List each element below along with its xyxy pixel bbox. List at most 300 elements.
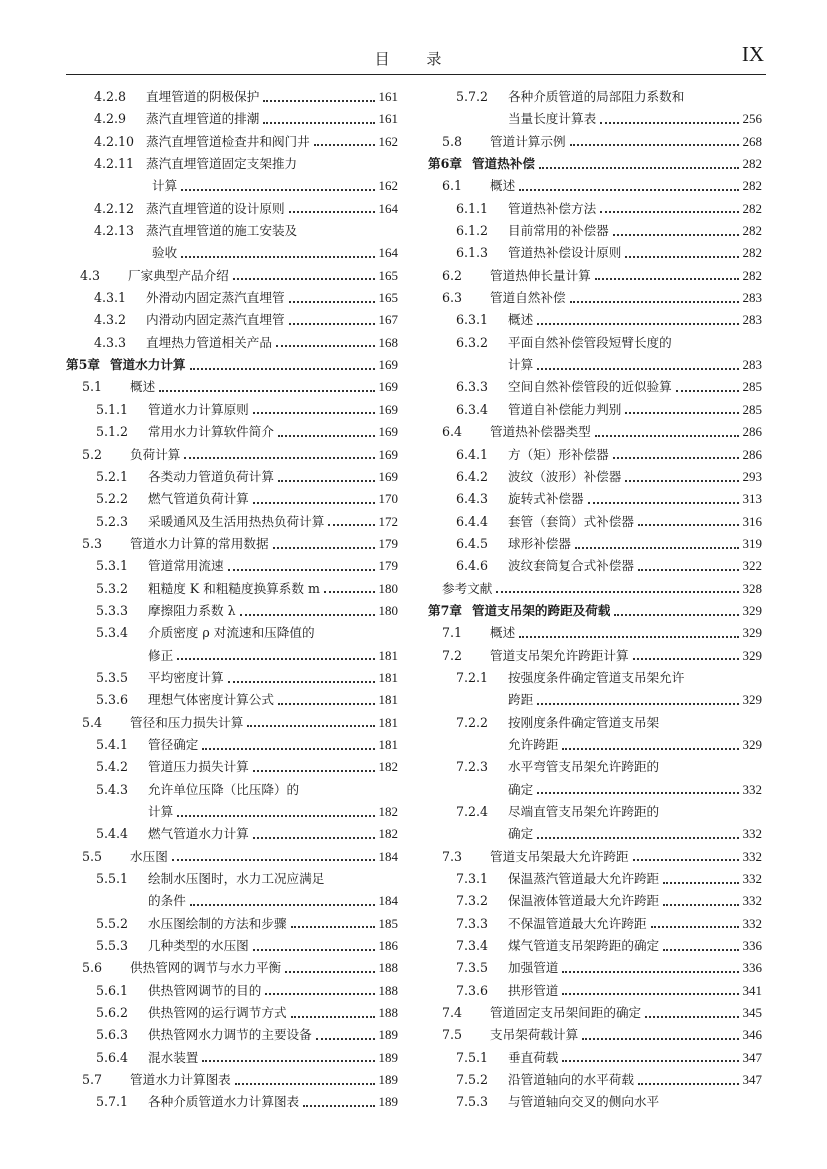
toc-entry-number: 5.3.1	[96, 558, 129, 574]
dot-leader	[263, 121, 374, 124]
dot-leader	[570, 143, 739, 146]
dot-leader	[638, 568, 739, 571]
toc-entry	[428, 354, 762, 376]
toc-entry	[66, 488, 398, 510]
dot-leader	[537, 367, 738, 370]
toc-entry	[428, 265, 762, 287]
dot-leader	[613, 456, 739, 459]
toc-entry	[428, 488, 762, 510]
toc-entry	[428, 868, 762, 890]
toc-entry-page: 329	[742, 692, 762, 708]
toc-entry-number: 7.3.3	[456, 915, 489, 931]
toc-entry-title: 供热管网调节的目的	[148, 982, 262, 998]
toc-entry-number: 5.3.5	[96, 669, 129, 685]
toc-entry-title: 混水装置	[148, 1049, 199, 1065]
toc-entry-number: 7.5.1	[456, 1049, 489, 1065]
toc-entry-page: 181	[378, 669, 398, 685]
toc-entry	[66, 287, 398, 309]
toc-entry	[66, 153, 398, 175]
toc-entry-number: 5.7.2	[456, 89, 489, 104]
toc-entry-page: 332	[742, 848, 762, 864]
dot-leader	[314, 143, 375, 146]
toc-entry-page: 329	[742, 647, 762, 663]
toc-entry-number: 4.3.1	[94, 290, 127, 306]
toc-entry-page: 184	[378, 848, 398, 864]
toc-entry-title: 管道压力损失计算	[148, 759, 249, 775]
toc-entry-title: 管道水力计算图表	[130, 1072, 231, 1088]
toc-entry-page: 316	[742, 513, 762, 529]
toc-entry-number: 7.2.4	[456, 804, 489, 819]
toc-entry	[66, 242, 398, 264]
toc-entry-page: 256	[742, 111, 762, 127]
dot-leader	[276, 344, 375, 347]
dot-leader	[570, 300, 739, 303]
toc-entry-number: 7.3.6	[456, 982, 489, 998]
toc-entry	[66, 935, 398, 957]
dot-leader	[289, 322, 375, 325]
toc-entry-page: 165	[378, 267, 398, 283]
toc-entry-title: 水压图绘制的方法和步骤	[148, 915, 287, 931]
toc-entry	[66, 265, 398, 287]
toc-entry	[428, 846, 762, 868]
toc-entry	[66, 756, 398, 778]
dot-leader	[202, 747, 374, 750]
toc-entry-number: 第5章	[66, 357, 100, 373]
toc-entry-number: 4.2.13	[94, 223, 135, 239]
toc-entry-number: 6.3.2	[456, 334, 489, 350]
toc-entry-title: 管道热伸长量计算	[490, 267, 591, 283]
toc-entry-page: 285	[742, 401, 762, 417]
toc-entry-title: 套管（套筒）式补偿器	[508, 513, 634, 529]
dot-leader	[600, 121, 738, 124]
page-title: 目 录	[374, 50, 458, 68]
toc-entry	[428, 756, 762, 778]
toc-entry-page: 169	[378, 424, 398, 440]
toc-entry-title: 介质密度 ρ 对流速和压降值的	[148, 625, 315, 641]
dot-leader	[562, 1059, 738, 1062]
toc-entry	[428, 667, 762, 689]
toc-entry-number: 6.4.1	[456, 446, 489, 462]
toc-entry-number: 5.3	[82, 535, 103, 551]
toc-entry-page: 188	[378, 982, 398, 998]
dot-leader	[663, 881, 738, 884]
toc-entry-page: 184	[378, 893, 398, 909]
toc-entry-number: 4.3	[80, 267, 101, 283]
toc-entry-page: 189	[378, 1072, 398, 1088]
toc-entry-number: 7.3	[442, 848, 463, 864]
toc-entry-page: 328	[742, 580, 762, 596]
toc-entry-page: 170	[378, 491, 398, 507]
toc-entry-page: 189	[378, 1094, 398, 1110]
page-header	[66, 38, 766, 75]
toc-entry-title: 平均密度计算	[148, 669, 224, 685]
toc-entry-title: 尽端直管支吊架允许跨距的	[508, 804, 660, 819]
toc-entry-page: 182	[378, 804, 398, 819]
toc-entry-title: 目前常用的补偿器	[508, 223, 609, 239]
toc-entry-title: 内滑动内固定蒸汽直埋管	[146, 312, 285, 328]
toc-entry-title: 各种介质管道水力计算图表	[148, 1094, 300, 1110]
toc-entry-page: 181	[378, 714, 398, 730]
toc-entry-number: 5.4.3	[96, 781, 129, 797]
dot-leader	[625, 411, 738, 414]
dot-leader	[539, 166, 739, 169]
toc-entry-page: 282	[742, 200, 762, 216]
dot-leader	[613, 233, 739, 236]
toc-entry	[66, 779, 398, 801]
toc-entry-title: 蒸汽直埋管道的排潮	[146, 111, 260, 127]
toc-entry-number: 第6章	[428, 156, 462, 172]
toc-entry-number: 7.3.1	[456, 871, 489, 887]
toc-entry-title: 水压图	[130, 848, 168, 864]
toc-entry-number: 7.3.5	[456, 960, 489, 976]
dot-leader	[324, 590, 375, 593]
toc-entry-title: 平面自然补偿管段短臂长度的	[508, 334, 672, 350]
toc-entry	[66, 868, 398, 890]
toc-entry	[428, 555, 762, 577]
dot-leader	[582, 1037, 738, 1040]
dot-leader	[285, 970, 374, 973]
toc-entry-number: 6.3.1	[456, 312, 489, 328]
toc-entry-page: 164	[378, 200, 398, 216]
toc-entry-page: 186	[378, 938, 398, 954]
dot-leader	[181, 255, 374, 258]
toc-entry	[428, 533, 762, 555]
toc-entry	[66, 578, 398, 600]
toc-entry	[66, 823, 398, 845]
toc-entry-page: 161	[378, 89, 398, 104]
toc-entry-page: 332	[742, 871, 762, 887]
toc-entry-number: 5.2.3	[96, 513, 129, 529]
toc-entry-number: 7.2	[442, 647, 463, 663]
dot-leader	[328, 523, 374, 526]
toc-entry-number: 5.6.2	[96, 1005, 129, 1021]
toc-entry	[66, 957, 398, 979]
toc-entry	[66, 555, 398, 577]
toc-entry-title: 拱形管道	[508, 982, 559, 998]
toc-entry-title: 确定	[508, 781, 534, 797]
toc-entry	[66, 1069, 398, 1091]
dot-leader	[633, 657, 739, 660]
toc-entry-page: 283	[742, 312, 762, 328]
toc-entry-number: 5.4.1	[96, 736, 129, 752]
toc-entry-number: 6.4.6	[456, 558, 489, 574]
toc-entry-page: 282	[742, 178, 762, 194]
toc-entry-page: 329	[742, 736, 762, 752]
dot-leader	[537, 702, 738, 705]
toc-entry	[428, 779, 762, 801]
toc-entry-title: 跨距	[508, 692, 534, 708]
toc-entry-title: 概述	[508, 312, 534, 328]
toc-entry-number: 6.4.3	[456, 491, 489, 507]
toc-entry	[66, 511, 398, 533]
dot-leader	[159, 389, 374, 392]
toc-entry-number: 5.3.3	[96, 602, 129, 618]
dot-leader	[519, 635, 738, 638]
toc-entry-page: 167	[378, 312, 398, 328]
toc-entry-title: 几种类型的水压图	[148, 938, 249, 954]
toc-entry	[428, 689, 762, 711]
toc-entry	[66, 600, 398, 622]
toc-entry-number: 5.6.3	[96, 1027, 129, 1043]
toc-entry-number: 5.1.1	[96, 401, 129, 417]
toc-entry-page: 185	[378, 915, 398, 931]
toc-entry-title: 保温蒸汽管道最大允许跨距	[508, 871, 660, 887]
dot-leader	[291, 1015, 375, 1018]
toc-entry-number: 4.3.2	[94, 312, 127, 328]
toc-entry-page: 329	[742, 602, 762, 618]
toc-entry	[428, 801, 762, 823]
toc-entry	[66, 220, 398, 242]
toc-entry-title: 与管道轴向交叉的侧向水平	[508, 1094, 660, 1110]
toc-entry-page: 322	[742, 558, 762, 574]
toc-entry-page: 282	[742, 223, 762, 239]
toc-entry-page: 313	[742, 491, 762, 507]
dot-leader	[537, 836, 738, 839]
toc-entry-number: 5.1.2	[96, 424, 129, 440]
toc-entry	[66, 712, 398, 734]
toc-entry-number: 4.2.10	[94, 133, 135, 149]
toc-entry-page: 332	[742, 781, 762, 797]
toc-entry-title: 外滑动内固定蒸汽直埋管	[146, 290, 285, 306]
toc-entry-title: 管道自然补偿	[490, 290, 566, 306]
toc-entry-page: 169	[378, 357, 398, 373]
toc-entry-title: 蒸汽直埋管道的施工安装及	[146, 223, 298, 239]
toc-entry-page: 345	[742, 1005, 762, 1021]
toc-entry-title: 球形补偿器	[508, 535, 571, 551]
toc-entry-page: 169	[378, 446, 398, 462]
toc-entry	[428, 309, 762, 331]
toc-entry-title: 的条件	[148, 893, 186, 909]
toc-entry-page: 162	[378, 178, 398, 194]
dot-leader	[595, 434, 739, 437]
toc-entry	[428, 376, 762, 398]
toc-entry	[428, 913, 762, 935]
toc-entry-number: 6.4.2	[456, 468, 489, 484]
dot-leader	[278, 702, 375, 705]
toc-entry-page: 188	[378, 1005, 398, 1021]
toc-entry	[66, 175, 398, 197]
toc-entry	[428, 153, 762, 175]
dot-leader	[663, 948, 738, 951]
toc-entry	[66, 1091, 398, 1113]
toc-entry-title: 管道支吊架允许跨距计算	[490, 647, 629, 663]
toc-entry-page: 336	[742, 960, 762, 976]
dot-leader	[676, 389, 739, 392]
toc-entry-title: 计算	[508, 357, 534, 373]
toc-entry	[428, 890, 762, 912]
toc-entry	[428, 242, 762, 264]
dot-leader	[273, 546, 375, 549]
toc-entry-page: 268	[742, 133, 762, 149]
dot-leader	[537, 322, 738, 325]
toc-entry	[66, 332, 398, 354]
dot-leader	[289, 300, 375, 303]
toc-entry-title: 加强管道	[508, 960, 559, 976]
toc-entry-title: 计算	[152, 178, 178, 194]
toc-entry-title: 当量长度计算表	[508, 111, 597, 127]
toc-entry-title: 管道热补偿器类型	[490, 424, 591, 440]
toc-entry-title: 不保温管道最大允许跨距	[508, 915, 647, 931]
toc-entry	[66, 533, 398, 555]
toc-entry-page: 283	[742, 357, 762, 373]
toc-entry	[66, 734, 398, 756]
toc-entry-page: 347	[742, 1049, 762, 1065]
toc-entry	[428, 578, 762, 600]
toc-entry-title: 直埋热力管道相关产品	[146, 334, 272, 350]
toc-entry-page: 181	[378, 647, 398, 663]
toc-entry	[66, 376, 398, 398]
toc-entry-title: 供热管网的运行调节方式	[148, 1005, 287, 1021]
toc-entry-number: 4.2.12	[94, 200, 135, 216]
toc-entry	[66, 980, 398, 1002]
toc-entry	[66, 667, 398, 689]
dot-leader	[519, 188, 738, 191]
dot-leader	[235, 1082, 375, 1085]
dot-leader	[537, 791, 738, 794]
toc-entry-page: 165	[378, 290, 398, 306]
dot-leader	[588, 501, 739, 504]
toc-entry-page: 169	[378, 401, 398, 417]
dot-leader	[638, 1082, 739, 1085]
toc-entry-title: 管径和压力损失计算	[130, 714, 244, 730]
toc-entry-title: 各种介质管道的局部阻力系数和	[508, 89, 685, 104]
toc-entry-title: 空间自然补偿管段的近似验算	[508, 379, 672, 395]
toc-entry-number: 4.2.9	[94, 111, 127, 127]
toc-entry	[66, 399, 398, 421]
dot-leader	[263, 99, 374, 102]
toc-entry	[428, 600, 762, 622]
toc-entry-title: 计算	[148, 804, 174, 819]
toc-entry-title: 波纹套筒复合式补偿器	[508, 558, 634, 574]
toc-entry-title: 确定	[508, 826, 534, 842]
toc-entry	[428, 131, 762, 153]
toc-entry	[66, 444, 398, 466]
toc-entry	[66, 846, 398, 868]
toc-entry-number: 7.1	[442, 625, 463, 641]
toc-entry-title: 粗糙度 K 和粗糙度换算系数 m	[148, 580, 320, 596]
toc-entry	[66, 1047, 398, 1069]
dot-leader	[625, 255, 738, 258]
toc-entry-page: 286	[742, 424, 762, 440]
toc-entry-number: 7.5.3	[456, 1094, 489, 1110]
toc-entry-title: 采暖通风及生活用热热负荷计算	[148, 513, 325, 529]
toc-entry-title: 蒸汽直埋管道检查井和阀门井	[146, 133, 310, 149]
toc-entry-title: 燃气管道水力计算	[148, 826, 249, 842]
toc-entry	[66, 466, 398, 488]
toc-entry-number: 5.7.1	[96, 1094, 129, 1110]
dot-leader	[575, 546, 739, 549]
toc-entry-number: 5.3.2	[96, 580, 129, 596]
toc-entry-page: 293	[742, 468, 762, 484]
dot-leader	[562, 970, 738, 973]
toc-entry	[428, 175, 762, 197]
dot-leader	[228, 568, 375, 571]
toc-entry-number: 5.8	[442, 133, 463, 149]
toc-entry-number: 6.1.1	[456, 200, 489, 216]
dot-leader	[316, 1037, 375, 1040]
toc-entry	[428, 444, 762, 466]
dot-leader	[190, 903, 375, 906]
toc-entry-number: 5.5.2	[96, 915, 129, 931]
dot-leader	[247, 724, 374, 727]
toc-entry-title: 绘制水压图时，水力工况应满足	[148, 871, 325, 887]
dot-leader	[184, 456, 374, 459]
toc-entry-number: 6.2	[442, 267, 463, 283]
toc-entry	[428, 399, 762, 421]
dot-leader	[190, 367, 375, 370]
toc-entry-number: 5.1	[82, 379, 103, 395]
toc-entry	[428, 1047, 762, 1069]
toc-entry-title: 常用水力计算软件简介	[148, 424, 274, 440]
dot-leader	[562, 992, 738, 995]
toc-entry	[428, 220, 762, 242]
toc-entry-title: 蒸汽直埋管道的设计原则	[146, 200, 285, 216]
dot-leader	[614, 613, 738, 616]
toc-entry	[66, 1002, 398, 1024]
toc-entry-page: 180	[378, 602, 398, 618]
toc-entry-page: 181	[378, 692, 398, 708]
toc-entry-number: 6.4.4	[456, 513, 489, 529]
toc-entry-number: 5.4	[82, 714, 103, 730]
toc-entry-title: 旋转式补偿器	[508, 491, 584, 507]
toc-entry-page: 283	[742, 290, 762, 306]
toc-entry	[428, 287, 762, 309]
toc-entry-number: 5.6.1	[96, 982, 129, 998]
toc-entry	[428, 466, 762, 488]
toc-entry	[428, 823, 762, 845]
toc-entry	[428, 1091, 762, 1113]
toc-entry-page: 332	[742, 915, 762, 931]
dot-leader	[638, 523, 739, 526]
toc-entry-title: 沿管道轴向的水平荷载	[508, 1072, 634, 1088]
toc-entry-page: 282	[742, 156, 762, 172]
toc-entry-number: 5.2.2	[96, 491, 129, 507]
toc-entry-title: 理想气体密度计算公式	[148, 692, 274, 708]
toc-entry-number: 6.3.3	[456, 379, 489, 395]
toc-entry-title: 厂家典型产品介绍	[128, 267, 229, 283]
toc-entry-title: 管道支吊架最大允许跨距	[490, 848, 629, 864]
dot-leader	[600, 210, 738, 213]
toc-entry-title: 管道自补偿能力判别	[508, 401, 622, 417]
toc-entry-title: 概述	[130, 379, 156, 395]
toc-entry-title: 垂直荷载	[508, 1049, 559, 1065]
toc-entry	[428, 332, 762, 354]
toc-entry-page: 182	[378, 759, 398, 775]
toc-entry	[428, 645, 762, 667]
toc-entry	[66, 801, 398, 823]
toc-entry	[66, 354, 398, 376]
toc-entry-number: 7.5	[442, 1027, 463, 1043]
toc-entry-title: 管道计算示例	[490, 133, 566, 149]
toc-entry-number: 5.4.4	[96, 826, 129, 842]
toc-entry-page: 332	[742, 826, 762, 842]
toc-entry	[428, 511, 762, 533]
toc-entry-title: 波纹（波形）补偿器	[508, 468, 622, 484]
dot-leader	[181, 188, 374, 191]
toc-column-right	[428, 86, 762, 1114]
dot-leader	[663, 903, 738, 906]
toc-entry-title: 管径确定	[148, 736, 199, 752]
toc-entry-page: 172	[378, 513, 398, 529]
toc-entry-title: 验收	[152, 245, 178, 261]
toc-entry-page: 347	[742, 1072, 762, 1088]
toc-entry-title: 允许跨距	[508, 736, 559, 752]
toc-entry-title: 各类动力管道负荷计算	[148, 468, 274, 484]
toc-entry	[66, 913, 398, 935]
toc-entry	[428, 935, 762, 957]
toc-entry-page: 181	[378, 736, 398, 752]
dot-leader	[177, 657, 374, 660]
